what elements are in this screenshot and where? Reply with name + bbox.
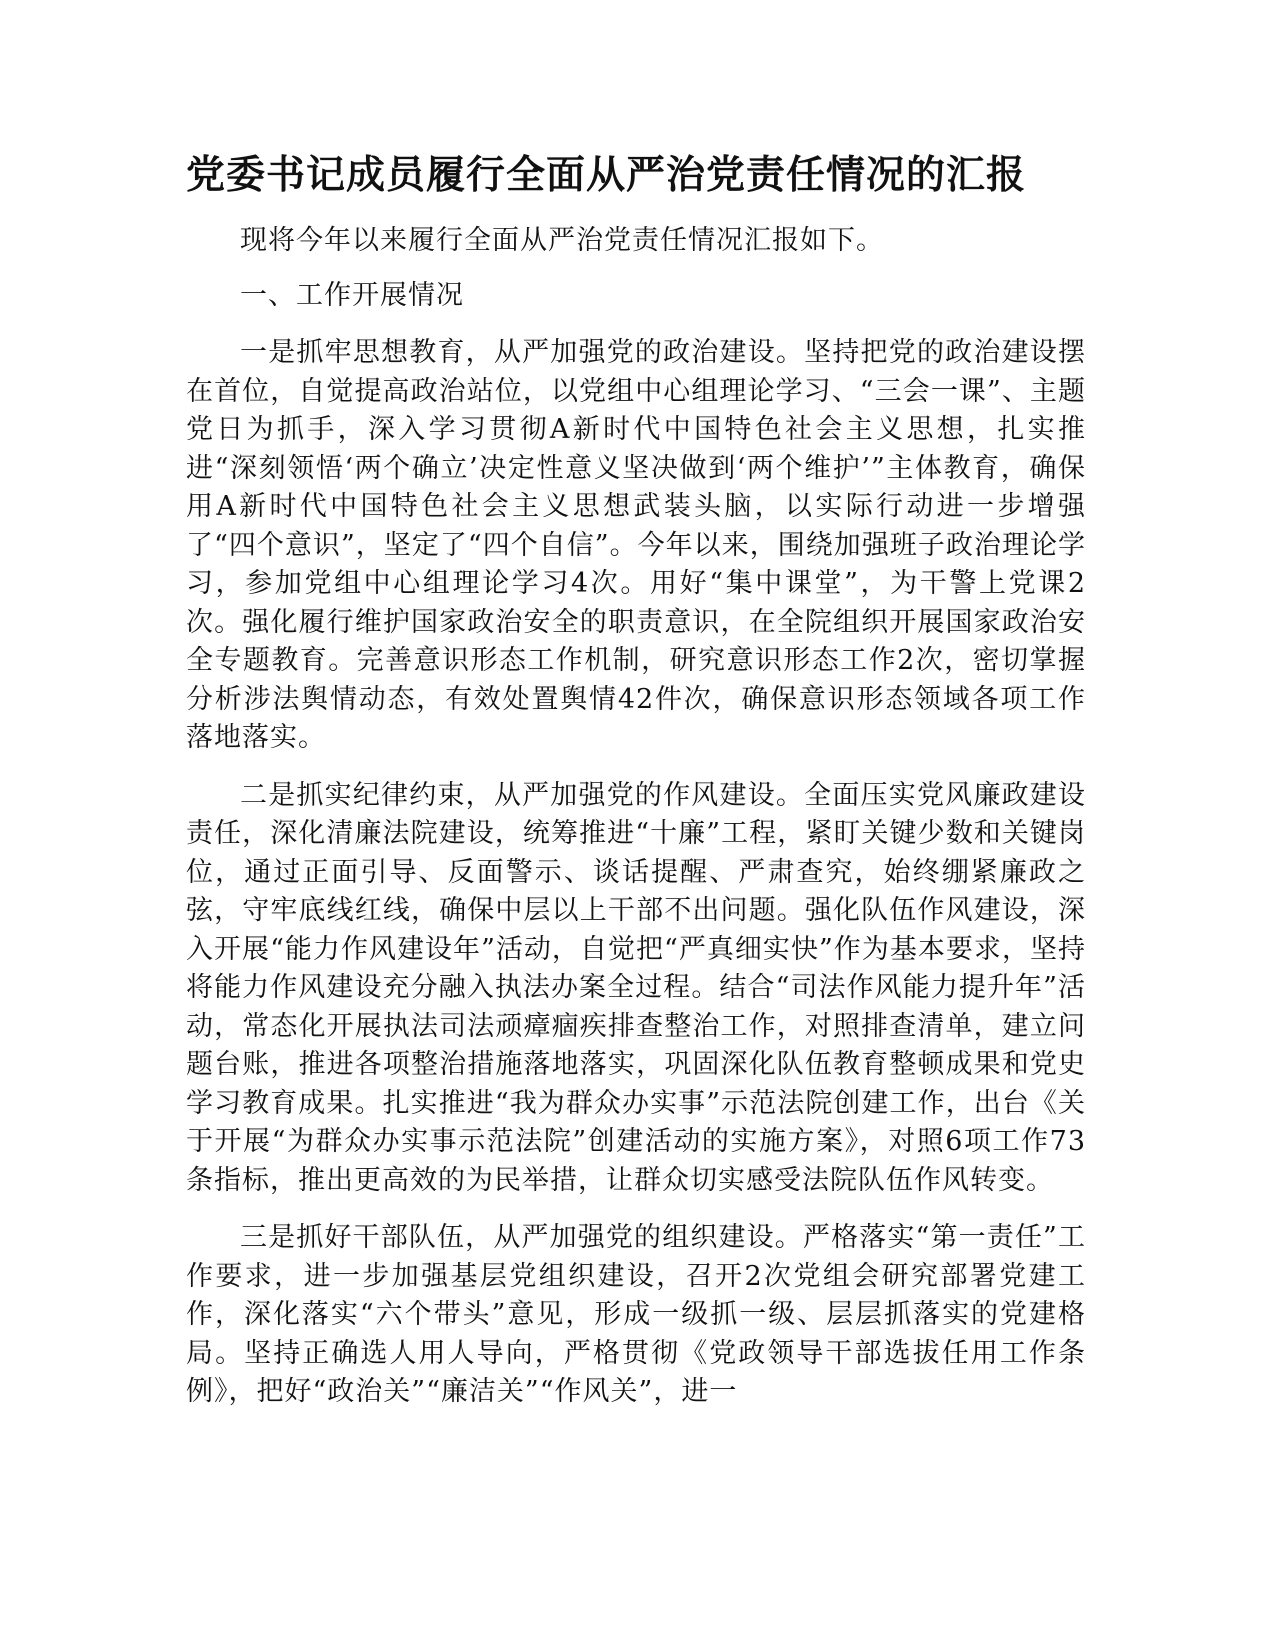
paragraph-3: 三是抓好干部队伍，从严加强党的组织建设。严格落实“第一责任”工作要求，进一步加强基层党组织建设，召开2次党组会研究部署党建工作，深化落实“六个带头”意见，形成一级抓一级、层层抓落实的党建格局。坚持正确选人用人导向，严格贯彻《党政领导干部选拔任用工作条例》，把好“政治关”“廉洁关”“作风关”，进一 [186,1222,1086,1407]
paragraph-2: 二是抓实纪律约束，从严加强党的作风建设。全面压实党风廉政建设责任，深化清廉法院建设，统筹推进“十廉”工程，紧盯关键少数和关键岗位，通过正面引导、反面警示、谈话提醒、严肃查究，始终绷紧廉政之弦，守牢底线红线，确保中层以上干部不出问题。强化队伍作风建设，深入开展“能力作风建设年”活动，自觉把“严真细实快”作为基本要求，坚持将能力作风建设充分融入执法办案全过程。结合“司法作风能力提升年”活动，常态化开展执法司法顽瘴痼疾排查整治工作，对照排查清单，建立问题台账，推进各项整治措施落地落实，巩固深化队伍教育整顿成果和党史学习教育成果。扎实推进“我为群众办实事”示范法院创建工作，出台《关于开展“为群众办实事示范法院”创建活动的实施方案》，对照6项工作73条指标，推出更高效的为民举措，让群众切实感受法院队伍作风转变。 [186,779,1086,1196]
paragraph-1: 一是抓牢思想教育，从严加强党的政治建设。坚持把党的政治建设摆在首位，自觉提高政治站位，以党组中心组理论学习、“三会一课”、主题党日为抓手，深入学习贯彻A新时代中国特色社会主义思想，扎实推进“深刻领悟‘两个确立’决定性意义坚决做到‘两个维护’”主体教育，确保用A新时代中国特色社会主义思想武装头脑，以实际行动进一步增强了“四个意识”，坚定了“四个自信”。今年以来，围绕加强班子政治理论学习，参加党组中心组理论学习4次。用好“集中课堂”，为干警上党课2次。强化履行维护国家政治安全的职责意识，在全院组织开展国家政治安全专题教育。完善意识形态工作机制，研究意识形态工作2次，密切掌握分析涉法舆情动态，有效处置舆情42件次，确保意识形态领域各项工作落地落实。 [186,337,1086,753]
section-heading: 一、工作开展情况 [240,279,464,311]
document-title: 党委书记成员履行全面从严治党责任情况的汇报 [186,153,1027,198]
document-body [186,222,1086,1431]
intro-paragraph: 现将今年以来履行全面从严治党责任情况汇报如下。 [240,225,884,256]
